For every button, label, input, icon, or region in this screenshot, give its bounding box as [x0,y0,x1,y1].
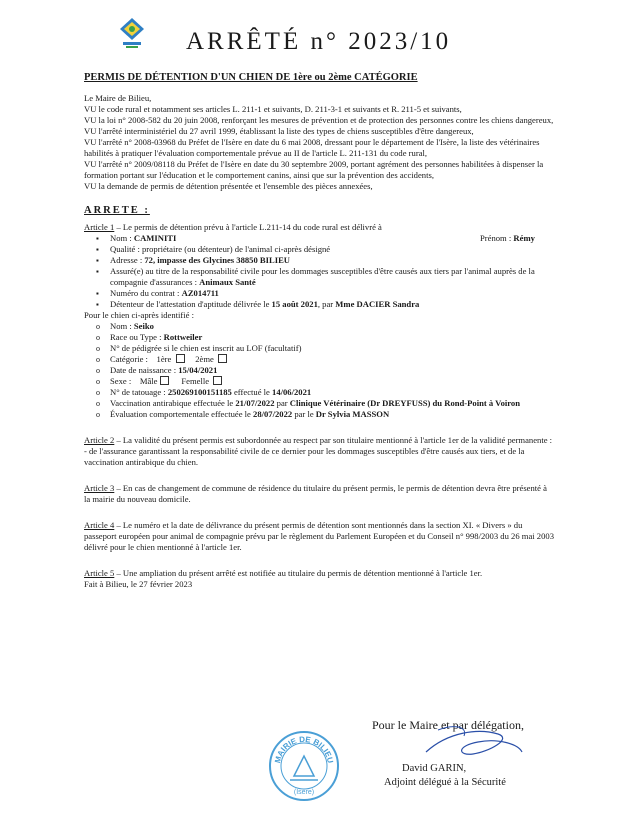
town-logo [118,16,146,50]
preamble-line: VU l'arrêté interministériel du 27 avril 1999, établissant la liste des types de chiens susceptibles d'être dangereux, [84,126,474,136]
dog-vaccination: o Vaccination antirabique effectuée le 21/07/2022 par Clinique Vétérinaire (Dr DREYFUSS) du Rond-Point à Voiron [110,398,554,409]
dog-birthdate: o Date de naissance : 15/04/2021 [110,365,554,376]
holder-attestation: ▪ Détenteur de l'attestation d'aptitude délivrée le 15 août 2021, par Mme DACIER Sandra [110,299,554,310]
holder-insurance: ▪ Assuré(e) au titre de la responsabilité civile pour les dommages susceptibles d'être causés aux tiers par l'animal auprès de la compagnie d'assurances : Animaux Santé [110,266,554,288]
arrete-heading: ARRETE : [84,205,150,216]
preamble-line: Le Maire de Bilieu, [84,93,152,103]
article-3: Article 3 – En cas de changement de commune de résidence du titulaire du présent permis, le permis de détention devra être présenté à la mairie du nouveau domicile. [84,483,547,504]
document-title: ARRÊTÉ n° 2023/10 [186,28,452,55]
signatory-role: Adjoint délégué à la Sécurité [384,777,506,788]
stamp-top-text: MAIRIE DE BILIEU [273,734,335,765]
dog-tattoo: o N° de tatouage : 250269100151185 effectué le 14/06/2021 [110,387,554,398]
male-checkbox [160,376,169,385]
town-hall-stamp [268,730,340,802]
preamble-line: VU l'arrêté n° 2009/08118 du Préfet de l'Isère en date du 30 septembre 2009, portant agrément des personnes habilitées à dispenser la formation portant sur l'éducation et le comportement canins, ainsi que sur la prévention des accidents, [84,159,544,180]
preamble-line: VU la demande de permis de détention présentée et l'ensemble des pièces annexées, [84,181,373,191]
dog-pedigree: o N° de pédigrée si le chien est inscrit au LOF (facultatif) [110,343,554,354]
holder-contract: ▪ Numéro du contrat : AZ014711 [110,288,554,299]
female-checkbox [213,376,222,385]
article-2: Article 2 – La validité du présent permis est subordonnée au respect par son titulaire mentionné à l'article 1er de la validité permanente : [84,435,553,445]
preamble-line: VU le code rural et notamment ses articles L. 211-1 et suivants, D. 211-3-1 et suivants et R. 211-5 et suivants, [84,104,462,114]
document-subtitle: PERMIS DE DÉTENTION D'UN CHIEN DE 1ère ou 2ème CATÉGORIE [84,72,418,83]
holder-name: ▪ Nom : CAMINITI Prénom : Rémy [110,233,554,244]
preamble-line: VU la loi n° 2008-582 du 20 juin 2008, renforçant les mesures de prévention et de protection des personnes contre les chiens dangereux, [84,115,554,125]
holder-address: ▪ Adresse : 72, impasse des Glycines 38850 BILIEU [110,255,554,266]
category-1-checkbox [176,354,185,363]
holder-list [84,233,554,310]
article-1-text: – Le permis de détention prévu à l'article L.211-14 du code rural est délivré à [114,222,382,232]
dog-list [84,321,554,420]
dog-evaluation: o Évaluation comportementale effectuée le 28/07/2022 par le Dr Sylvia MASSON [110,409,554,420]
article-5: Article 5 – Une ampliation du présent arrêté est notifiée au titulaire du permis de détention mentionné à l'article 1er. [84,568,483,578]
holder-quality: ▪ Qualité : propriétaire (ou détenteur) de l'animal ci-après désigné [110,244,554,255]
preamble-line: VU l'arrêté n° 2008-03968 du Préfet de l'Isère en date du 6 mai 2008, dressant pour le département de l'Isère, la liste des vétérinaires habilités à pratiquer l'évaluation comportementale prévue au II de l'article L. 211-131 du code rural, [84,137,540,158]
stamp-bottom-text: (Isère) [293,789,315,796]
category-2-checkbox [218,354,227,363]
signatory-name: David GARIN, [402,763,467,774]
document-body [84,93,554,590]
handwritten-signature [418,722,528,766]
article-2-line2: - de l'assurance garantissant la responsabilité civile de ce dernier pour les dommages susceptibles d'être causés aux tiers, et de la vaccination antirabique du chien. [84,446,525,467]
article-1-label: Article 1 [84,222,115,232]
article-4: Article 4 – Le numéro et la date de délivrance du présent permis de détention sont mentionnés dans la section XI. « Divers » du passeport européen pour animal de compagnie prévu par le règlement du Parlement Européen et du Conseil n° 998/2003 du 26 mai 2003 délivré pour le chien mentionné à l'article 1er. [84,520,554,552]
place-date: Fait à Bilieu, le 27 février 2023 [84,579,193,589]
article-1-intro [84,222,554,233]
dog-breed: o Race ou Type : Rottweiler [110,332,554,343]
dog-category: o Catégorie : 1ère 2ème [110,354,554,365]
dog-name: o Nom : Seiko [110,321,554,332]
dog-intro: Pour le chien ci-après identifié : [84,310,195,320]
holder-firstname: Prénom : Rémy [480,233,535,243]
dog-sex: o Sexe : Mâle Femelle [110,376,554,387]
signature-delegation: Pour le Maire et par délégation, [372,718,524,732]
